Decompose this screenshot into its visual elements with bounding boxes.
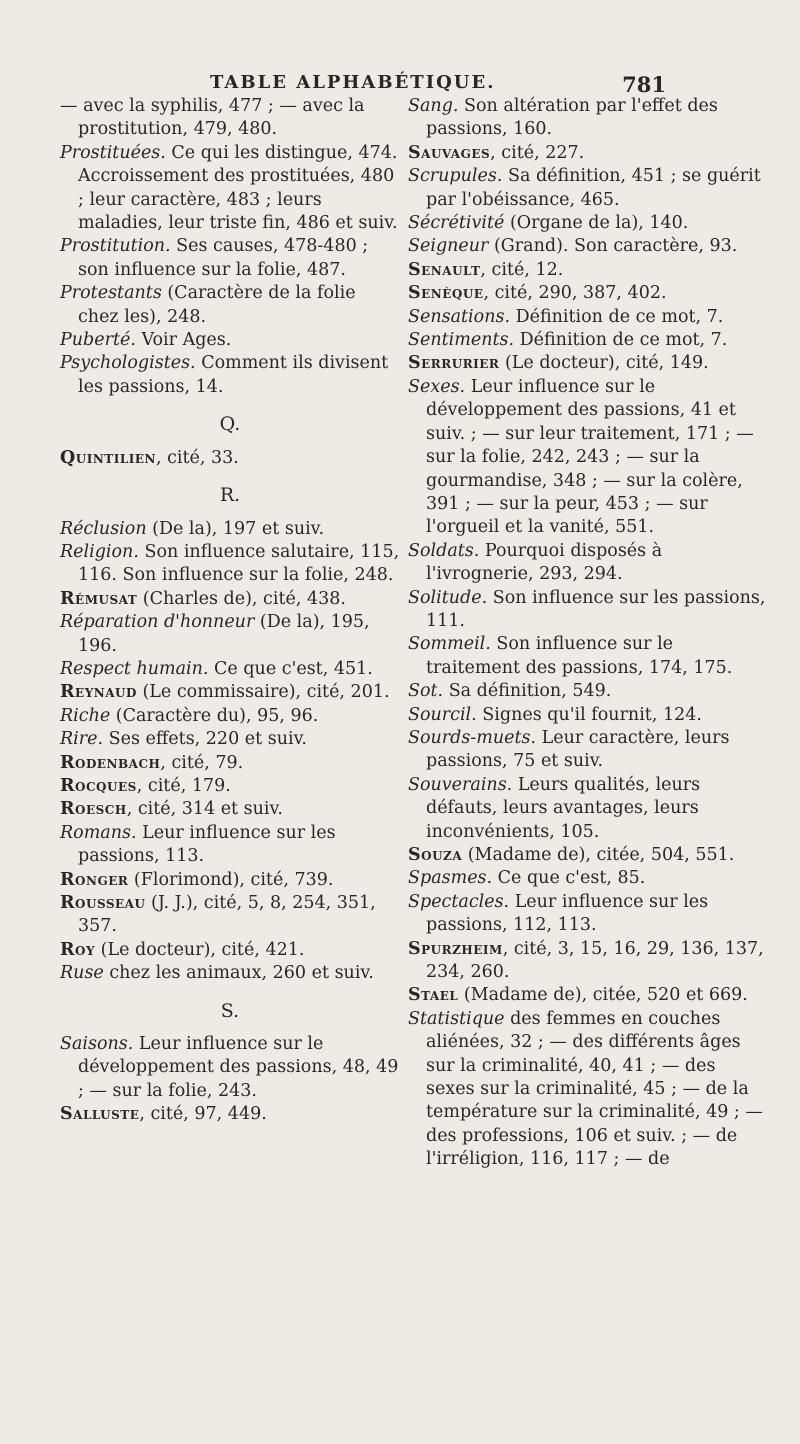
index-entry: [60, 1103, 400, 1126]
entry-term: Sensations.: [408, 306, 511, 327]
entry-text: des femmes en couches aliénées, 32 ; — des différents âges sur la criminalité, 40, 41 ; — des sexes sur la criminalité, 45 ; — de la température sur la criminalité, 49 ; — des professions, 106 et suiv. ; — de l'irréligion, 116, 117 ; — de: [426, 1008, 763, 1170]
section-letter: R.: [219, 484, 241, 507]
index-entry: [408, 165, 768, 212]
entry-term: Sauvages: [408, 142, 491, 163]
right-column: [408, 95, 768, 1172]
entry-term: Respect humain.: [60, 658, 209, 679]
running-title: TABLE ALPHABÉTIQUE.: [210, 72, 496, 93]
entry-term: Riche: [60, 705, 111, 726]
index-entry: [60, 329, 400, 352]
entry-text: Ce que c'est, 85.: [492, 868, 646, 889]
entry-text: Son influence salutaire, 115, 116. Son influence sur la folie, 248.: [78, 541, 400, 586]
entry-term: Senault: [408, 259, 481, 280]
index-entry: [60, 798, 400, 821]
index-entry: [60, 705, 400, 728]
entry-term: Sécrétivité: [408, 213, 505, 234]
entry-term: Puberté.: [60, 330, 136, 351]
index-entry: [408, 891, 768, 938]
entry-text: Ce que c'est, 451.: [208, 658, 373, 679]
entry-text: Leur influence sur les passions, 113.: [78, 822, 336, 867]
entry-text: Ce qui les distingue, 474. Accroissement des prostituées, 480 ; leur caractère, 483 ; leurs maladies, leur triste fin, 486 et suiv.: [78, 142, 398, 234]
entry-text: (Le docteur), cité, 421.: [95, 939, 305, 960]
entry-term: Souverains.: [408, 774, 513, 795]
index-entry: [60, 588, 400, 611]
index-entry: [408, 540, 768, 587]
entry-text: , cité, 79.: [160, 752, 244, 773]
entry-term: Spectacles.: [408, 891, 510, 912]
entry-term: Serrurier: [408, 353, 500, 374]
entry-term: Seigneur: [408, 236, 489, 257]
entry-term: Romans.: [60, 822, 137, 843]
entry-text: , cité, 3, 15, 16, 29, 136, 137, 234, 260.: [426, 938, 764, 983]
index-entry: [408, 95, 768, 142]
index-entry: [408, 329, 768, 352]
entry-term: Saisons.: [60, 1034, 134, 1055]
index-entry: [60, 447, 400, 470]
entry-term: Sourds-muets.: [408, 727, 537, 748]
index-entry: [60, 518, 400, 541]
entry-text: Leur influence sur les passions, 112, 113.: [426, 891, 709, 936]
entry-term: Rodenbach: [60, 752, 161, 773]
page-number: 781: [622, 72, 666, 97]
index-entry: [408, 235, 768, 258]
index-entry: [408, 727, 768, 774]
entry-text: (Organe de la), 140.: [504, 213, 689, 234]
entry-text: Leurs qualités, leurs défauts, leurs avantages, leurs inconvénients, 105.: [426, 774, 701, 842]
entry-term: Psychologistes.: [60, 353, 196, 374]
index-entry: [408, 587, 768, 634]
entry-term: Religion.: [60, 541, 139, 562]
entry-term: Rousseau: [60, 893, 146, 913]
entry-text: Leur caractère, leurs passions, 75 et suiv.: [426, 727, 730, 772]
entry-text: Définition de ce mot, 7.: [510, 306, 724, 327]
entry-text: (Le commissaire), cité, 201.: [136, 682, 390, 703]
entry-term: Stael: [408, 985, 459, 1006]
entry-term: Prostituées.: [60, 142, 166, 163]
entry-term: Scrupules.: [408, 166, 503, 187]
entry-term: Reynaud: [60, 682, 137, 703]
entry-term: Spurzheim: [408, 938, 503, 959]
entry-text: , cité, 179.: [136, 775, 231, 796]
entry-term: Roy: [60, 939, 96, 960]
entry-text: , cité, 290, 387, 402.: [483, 283, 667, 304]
index-entry: [60, 681, 400, 704]
entry-text: (De la), 197 et suiv.: [146, 518, 325, 539]
entry-text: chez les animaux, 260 et suiv.: [103, 963, 374, 984]
entry-text: , cité, 314 et suiv.: [126, 799, 283, 820]
entry-text: (Madame de), citée, 504, 551.: [462, 845, 735, 865]
index-entry: [408, 282, 768, 305]
entry-term: Sourcil.: [408, 704, 477, 725]
index-entry: [60, 728, 400, 751]
entry-text: — avec la syphilis, 477 ; — avec la prostitution, 479, 480.: [60, 96, 365, 140]
entry-term: Protestants: [60, 283, 162, 304]
entry-text: , cité, 12.: [480, 259, 564, 280]
entry-term: Roesch: [60, 799, 127, 820]
entry-term: Spasmes.: [408, 868, 493, 889]
entry-term: Souza: [408, 845, 463, 865]
entry-text: Leur influence sur le développement des passions, 41 et suiv. ; — sur leur traitement, 171 ; — sur la folie, 242, 243 ; — sur la gourmandise, 348 ; — sur la colère, 391 ; — sur la peur, 453 ; — sur l'orgueil et la vanité, 551.: [426, 376, 754, 538]
index-entry: [60, 752, 400, 775]
entry-text: (Caractère de la folie chez les), 248.: [78, 283, 356, 327]
index-entry: [408, 259, 768, 282]
index-entry: [408, 938, 768, 985]
index-entry: [60, 939, 400, 962]
entry-term: Solitude.: [408, 587, 488, 608]
entry-text: , cité, 97, 449.: [139, 1104, 267, 1125]
index-entry: [60, 611, 400, 658]
entry-text: (Madame de), citée, 520 et 669.: [458, 985, 748, 1006]
entry-term: Sommeil.: [408, 634, 491, 655]
entry-term: Sentiments.: [408, 330, 515, 351]
index-entry: [60, 962, 400, 985]
entry-text: , cité, 33.: [156, 447, 239, 468]
entry-text: Pourquoi disposés à l'ivrognerie, 293, 294.: [426, 540, 663, 585]
index-entry: [60, 658, 400, 681]
entry-text: Sa définition, 451 ; se guérit par l'obéissance, 465.: [426, 166, 761, 210]
entry-text: (J. J.), cité, 5, 8, 254, 351, 357.: [78, 893, 376, 937]
entry-text: (Caractère du), 95, 96.: [110, 705, 319, 726]
index-entry: [408, 142, 768, 165]
index-entry: [408, 1008, 768, 1172]
entry-text: Voir Ages.: [135, 330, 232, 351]
index-entry: [60, 892, 400, 939]
index-entry: [60, 1033, 400, 1103]
entry-text: Ses causes, 478-480 ; son influence sur la folie, 487.: [78, 236, 369, 280]
index-entry: [408, 633, 768, 680]
entry-text: (De la), 195, 196.: [78, 612, 370, 656]
left-column: [60, 95, 400, 1127]
index-entry: [408, 352, 768, 375]
entry-term: Rémusat: [60, 588, 138, 609]
entry-text: Définition de ce mot, 7.: [514, 330, 728, 351]
section-letter: S.: [220, 999, 240, 1022]
entry-term: Sang.: [408, 96, 459, 116]
entry-term: Quintilien: [60, 447, 156, 468]
index-entry: [408, 867, 768, 890]
entry-text: Son altération par l'effet des passions, 160.: [426, 96, 718, 140]
index-entry: [408, 844, 768, 867]
index-entry: [60, 142, 400, 236]
index-entry: [60, 282, 400, 329]
entry-term: Réclusion: [60, 518, 147, 539]
entry-text: Sa définition, 549.: [443, 681, 612, 702]
entry-text: Leur influence sur le développement des passions, 48, 49 ; — sur la folie, 243.: [78, 1034, 399, 1101]
page-header: [210, 72, 710, 97]
entry-term: Ruse: [60, 963, 104, 984]
index-entry: [60, 869, 400, 892]
index-entry-continued: [60, 95, 400, 142]
entry-text: Son influence sur le traitement des passions, 174, 175.: [426, 634, 733, 678]
entry-term: Sexes.: [408, 376, 466, 397]
entry-text: Signes qu'il fournit, 124.: [476, 704, 702, 725]
entry-term: Senèque: [408, 283, 484, 304]
entry-term: Rire.: [60, 729, 104, 750]
index-entry: [408, 704, 768, 727]
section-letter: Q.: [219, 413, 241, 436]
entry-text: Comment ils divisent les passions, 14.: [78, 353, 389, 397]
index-entry: [408, 774, 768, 844]
entry-term: Statistique: [408, 1008, 505, 1029]
entry-term: Prostitution.: [60, 236, 171, 257]
index-entry: [408, 984, 768, 1007]
entry-text: Son influence sur les passions, 111.: [426, 587, 766, 631]
index-entry: [60, 775, 400, 798]
index-entry: [60, 822, 400, 869]
entry-term: Rocques: [60, 775, 137, 796]
entry-text: (Le docteur), cité, 149.: [499, 353, 709, 374]
index-entry: [408, 212, 768, 235]
entry-text: (Grand). Son caractère, 93.: [488, 236, 738, 257]
entry-term: Soldats.: [408, 540, 480, 561]
index-entry: [408, 680, 768, 703]
index-entry: [408, 306, 768, 329]
entry-term: Salluste: [60, 1104, 140, 1125]
entry-text: Ses effets, 220 et suiv.: [103, 729, 307, 750]
entry-term: Ronger: [60, 869, 129, 890]
index-entry: [408, 376, 768, 540]
entry-text: (Charles de), cité, 438.: [137, 588, 346, 609]
index-entry: [60, 235, 400, 282]
index-entry: [60, 541, 400, 588]
index-entry: [60, 352, 400, 399]
entry-term: Réparation d'honneur: [60, 612, 255, 633]
entry-term: Sot.: [408, 681, 444, 702]
entry-text: (Florimond), cité, 739.: [128, 869, 334, 890]
entry-text: , cité, 227.: [490, 142, 585, 163]
